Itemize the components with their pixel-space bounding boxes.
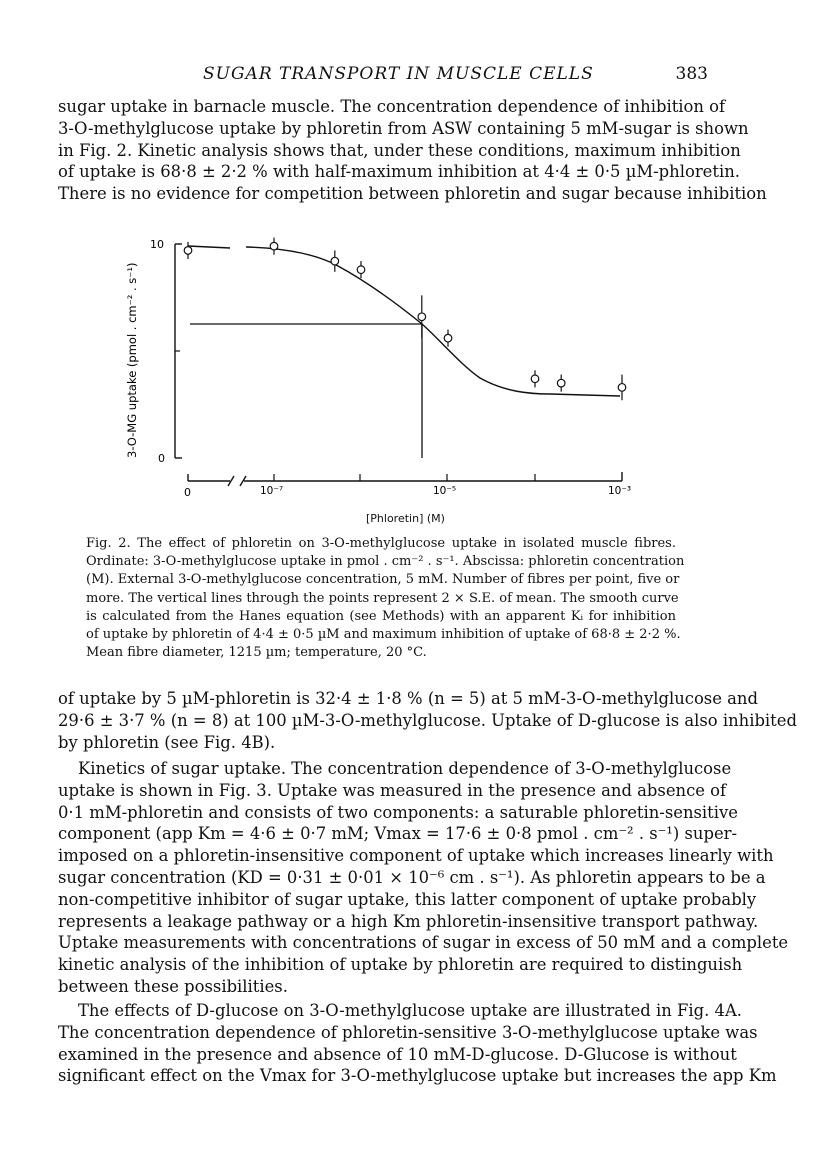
text-line: sugar concentration (KD = 0·31 ± 0·01 × 10⁻⁶ cm . s⁻¹). As phloretin appears to be a bbox=[58, 867, 766, 887]
data-point bbox=[418, 313, 426, 321]
data-point bbox=[184, 247, 192, 255]
text-line: significant effect on the Vmax for 3-O-methylglucose uptake but increases the app Km bbox=[58, 1066, 777, 1086]
paragraph-1 bbox=[58, 688, 797, 753]
body-text-top bbox=[58, 96, 767, 205]
text-line: There is no evidence for competition between phloretin and sugar because inhibition bbox=[58, 184, 767, 204]
y-tick-label-10: 10 bbox=[150, 238, 164, 251]
text-line: uptake is shown in Fig. 3. Uptake was measured in the presence and absence of bbox=[58, 780, 727, 800]
text-line: non-competitive inhibitor of sugar uptake, this latter component of uptake probably bbox=[58, 889, 757, 909]
fit-curve bbox=[188, 246, 620, 396]
y-tick-label-0: 0 bbox=[158, 452, 165, 465]
data-points bbox=[184, 238, 626, 401]
chart-plot bbox=[120, 226, 660, 526]
caption-line: Ordinate: 3-O-methylglucose uptake in pmol . cm⁻² . s⁻¹. Abscissa: phloretin concentration bbox=[86, 554, 685, 570]
text-line: by phloretin (see Fig. 4B). bbox=[58, 732, 276, 752]
x-tick-label-1e-3: 10⁻³ bbox=[608, 485, 632, 497]
caption-line: of uptake by phloretin of 4·4 ± 0·5 µM and maximum inhibition of uptake of 68·8 ± 2·2 %. bbox=[86, 627, 681, 643]
text-line: 0·1 mM-phloretin and consists of two components: a saturable phloretin-sensitive bbox=[58, 802, 738, 822]
figure-caption bbox=[86, 535, 685, 662]
y-axis-label: 3-O-MG uptake (pmol . cm⁻² . s⁻¹) bbox=[125, 262, 139, 458]
page-number: 383 bbox=[675, 64, 708, 84]
running-head bbox=[58, 64, 708, 88]
text-line: imposed on a phloretin-insensitive component of uptake which increases linearly with bbox=[58, 846, 774, 866]
caption-line: more. The vertical lines through the points represent 2 × S.E. of mean. The smooth curve bbox=[86, 590, 679, 606]
data-point bbox=[557, 379, 565, 387]
caption-line: Mean fibre diameter, 1215 µm; temperature, 20 °C. bbox=[86, 645, 427, 661]
caption-line: is calculated from the Hanes equation (see Methods) with an apparent Kᵢ for inhibition bbox=[86, 608, 676, 624]
paragraph-2 bbox=[58, 758, 789, 998]
text-line: 29·6 ± 3·7 % (n = 8) at 100 µM-3-O-methylglucose. Uptake of D-glucose is also inhibited bbox=[58, 710, 797, 730]
running-title: SUGAR TRANSPORT IN MUSCLE CELLS bbox=[203, 64, 594, 84]
text-line: represents a leakage pathway or a high Km phloretin-insensitive transport pathway. bbox=[58, 911, 759, 931]
x-tick-label-1e-5: 10⁻⁵ bbox=[433, 485, 457, 497]
text-line: of uptake by 5 µM-phloretin is 32·4 ± 1·8 % (n = 5) at 5 mM-3-O-methylglucose and bbox=[58, 689, 758, 708]
x-tick-label-1e-7: 10⁻⁷ bbox=[260, 485, 284, 497]
x-tick-label-0: 0 bbox=[184, 486, 191, 499]
caption-line: (M). External 3-O-methylglucose concentration, 5 mM. Number of fibres per point, five or bbox=[86, 572, 680, 588]
text-line: in Fig. 2. Kinetic analysis shows that, under these conditions, maximum inhibition bbox=[58, 140, 741, 160]
text-line: The effects of D-glucose on 3-O-methylglucose uptake are illustrated in Fig. 4A. bbox=[78, 1001, 742, 1020]
data-point bbox=[444, 334, 452, 342]
text-line: kinetic analysis of the inhibition of uptake by phloretin are required to distinguish bbox=[58, 955, 743, 975]
text-line: between these possibilities. bbox=[58, 976, 288, 996]
paragraph-3 bbox=[58, 1000, 777, 1087]
data-point bbox=[531, 375, 539, 383]
data-point bbox=[331, 257, 339, 265]
data-point bbox=[270, 242, 278, 250]
caption-line: Fig. 2. The effect of phloretin on 3-O-methylglucose uptake in isolated muscle fibres. bbox=[86, 536, 676, 551]
text-line: Uptake measurements with concentrations of sugar in excess of 50 mM and a complete bbox=[58, 933, 789, 953]
text-line: Kinetics of sugar uptake. The concentration dependence of 3-O-methylglucose bbox=[78, 759, 732, 778]
text-line: of uptake is 68·8 ± 2·2 % with half-maximum inhibition at 4·4 ± 0·5 µM-phloretin. bbox=[58, 162, 740, 182]
text-line: sugar uptake in barnacle muscle. The concentration dependence of inhibition of bbox=[58, 97, 726, 116]
text-line: examined in the presence and absence of 10 mM-D-glucose. D-Glucose is without bbox=[58, 1044, 737, 1064]
text-line: The concentration dependence of phloretin-sensitive 3-O-methylglucose uptake was bbox=[58, 1022, 758, 1042]
figure-2 bbox=[120, 226, 660, 536]
text-line: 3-O-methylglucose uptake by phloretin from ASW containing 5 mM-sugar is shown bbox=[58, 118, 749, 138]
text-line: component (app Km = 4·6 ± 0·7 mM; Vmax = 17·6 ± 0·8 pmol . cm⁻² . s⁻¹) super- bbox=[58, 824, 738, 844]
x-axis-label: [Phloretin] (M) bbox=[366, 512, 445, 525]
data-point bbox=[357, 266, 365, 274]
data-point bbox=[618, 384, 626, 392]
